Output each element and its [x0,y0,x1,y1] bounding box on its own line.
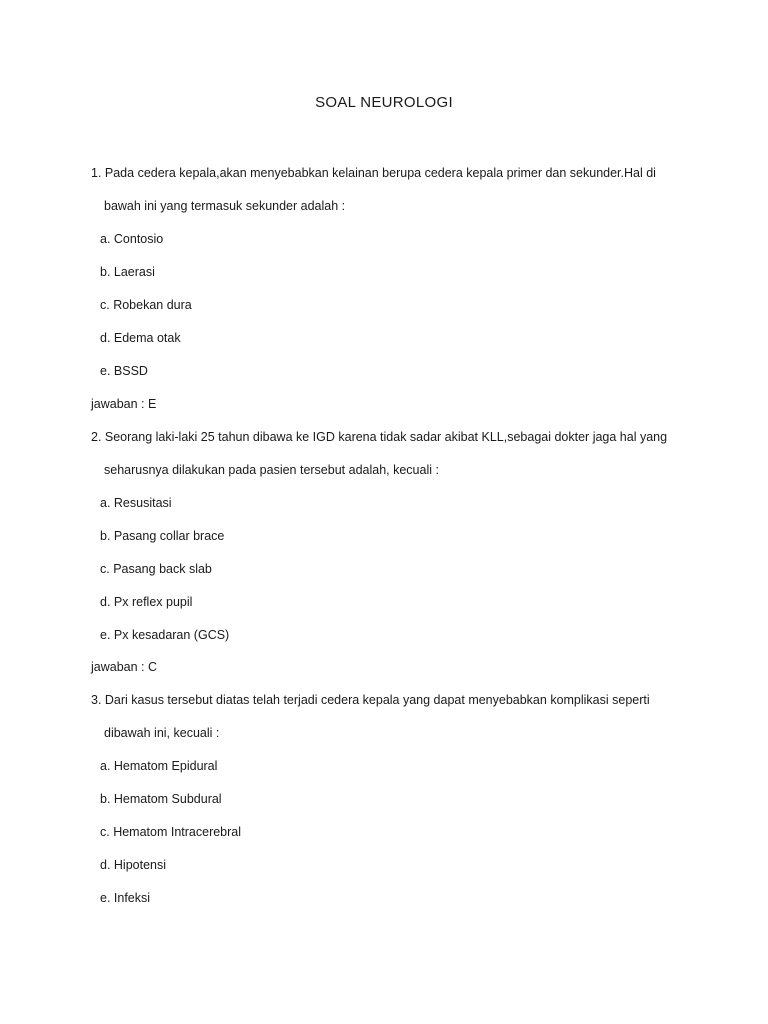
question-1-text: 1. Pada cedera kepala,akan menyebabkan kelainan berupa cedera kepala primer dan sekunder.Hal di [91,166,656,180]
question-1-option-b: b. Laerasi [100,265,155,279]
question-2-text-continued: seharusnya dilakukan pada pasien tersebut adalah, kecuali : [104,463,439,477]
question-3-option-a: a. Hematom Epidural [100,759,218,773]
question-1-text-continued: bawah ini yang termasuk sekunder adalah : [104,199,346,213]
question-2-option-c: c. Pasang back slab [100,562,212,576]
question-1-option-a: a. Contosio [100,232,164,246]
question-2-option-d: d. Px reflex pupil [100,595,193,609]
question-3-text-continued: dibawah ini, kecuali : [104,726,220,740]
question-3-option-b: b. Hematom Subdural [100,792,222,806]
question-1-option-d: d. Edema otak [100,331,181,345]
page-title: SOAL NEUROLOGI [315,94,453,111]
question-1-option-c: c. Robekan dura [100,298,192,312]
question-2-option-e: e. Px kesadaran (GCS) [100,628,230,642]
question-3-option-d: d. Hipotensi [100,858,167,872]
question-1-option-e: e. BSSD [100,364,148,378]
question-3-option-e: e. Infeksi [100,891,151,905]
question-2-answer: jawaban : C [91,660,158,674]
question-3-option-c: c. Hematom Intracerebral [100,825,242,839]
question-1-answer: jawaban : E [91,397,157,411]
question-2-option-a: a. Resusitasi [100,496,172,510]
question-2-option-b: b. Pasang collar brace [100,529,225,543]
question-2-text: 2. Seorang laki-laki 25 tahun dibawa ke IGD karena tidak sadar akibat KLL,sebagai dokter jaga hal yang [91,430,668,444]
question-3-text: 3. Dari kasus tersebut diatas telah terjadi cedera kepala yang dapat menyebabkan komplikasi seperti [91,693,650,707]
